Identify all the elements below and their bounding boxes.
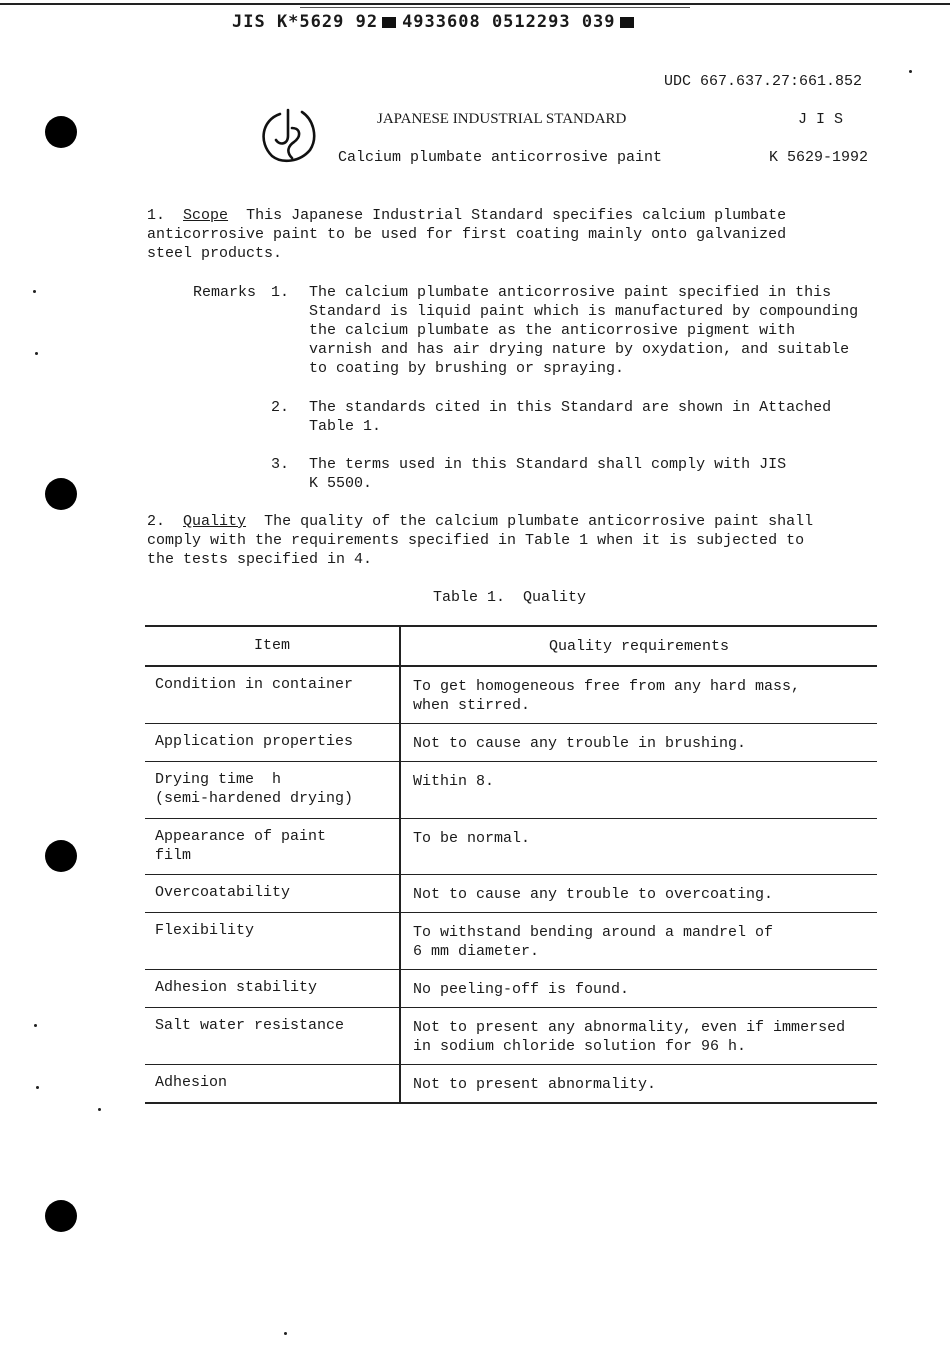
udc-number: UDC 667.637.27:661.852 bbox=[664, 73, 863, 90]
table-caption: Table 1. Quality bbox=[433, 589, 587, 606]
item-cell: Overcoatability bbox=[145, 875, 400, 913]
remark-line: K 5500. bbox=[309, 475, 373, 492]
section2-line: comply with the requirements specified in Table 1 when it is subjected to bbox=[147, 532, 805, 549]
table-header-row bbox=[145, 626, 877, 666]
column-header-item: Item bbox=[145, 626, 400, 666]
remark-line: The standards cited in this Standard are shown in Attached bbox=[309, 399, 832, 416]
punch-hole bbox=[45, 116, 77, 148]
remark-number: 2. bbox=[271, 399, 290, 416]
requirement-cell: To get homogeneous free from any hard mass, when stirred. bbox=[413, 678, 801, 714]
item-cell: Appearance of paint film bbox=[145, 819, 400, 875]
item-cell: Condition in container bbox=[145, 666, 400, 724]
punch-hole bbox=[45, 1200, 77, 1232]
table-row bbox=[145, 913, 877, 970]
item-cell: Drying time h (semi-hardened drying) bbox=[145, 762, 400, 819]
punch-hole bbox=[45, 478, 77, 510]
requirement-cell: Not to present abnormality. bbox=[413, 1076, 657, 1093]
section2-line: the tests specified in 4. bbox=[147, 551, 373, 568]
header-code-part2: 4933608 0512293 039 bbox=[402, 12, 616, 32]
section1-line: steel products. bbox=[147, 245, 283, 262]
table-row bbox=[145, 1065, 877, 1104]
requirement-cell: To withstand bending around a mandrel of 6 mm diameter. bbox=[413, 924, 774, 960]
requirement-cell: To be normal. bbox=[413, 830, 531, 847]
remark-line: the calcium plumbate as the anticorrosive pigment with bbox=[309, 322, 796, 339]
scan-speck bbox=[98, 1108, 101, 1111]
remark-line: to coating by brushing or spraying. bbox=[309, 360, 625, 377]
black-block-icon bbox=[382, 17, 396, 28]
standard-number: K 5629-1992 bbox=[769, 149, 869, 166]
requirement-cell: Within 8. bbox=[413, 773, 495, 790]
section1-line: This Japanese Industrial Standard specifies calcium plumbate bbox=[246, 207, 787, 224]
scan-speck bbox=[35, 352, 38, 355]
scan-speck bbox=[284, 1332, 287, 1335]
quality-table bbox=[145, 625, 877, 1104]
table-row bbox=[145, 762, 877, 819]
jis-label: J I S bbox=[798, 111, 844, 128]
table-row bbox=[145, 819, 877, 875]
requirement-cell: Not to cause any trouble to overcoating. bbox=[413, 886, 774, 903]
jis-mark-icon bbox=[258, 106, 318, 166]
remark-number: 3. bbox=[271, 456, 290, 473]
section1-number: 1. bbox=[147, 207, 166, 224]
item-cell: Salt water resistance bbox=[145, 1008, 400, 1065]
table-row bbox=[145, 970, 877, 1008]
document-barcode-header bbox=[232, 13, 640, 32]
remark-line: The calcium plumbate anticorrosive paint specified in this bbox=[309, 284, 832, 301]
remark-line: Standard is liquid paint which is manufactured by compounding bbox=[309, 303, 859, 320]
top-border-line-secondary bbox=[300, 7, 690, 8]
table-row bbox=[145, 875, 877, 913]
table-row bbox=[145, 724, 877, 762]
requirement-cell: No peeling-off is found. bbox=[413, 981, 630, 998]
item-cell: Application properties bbox=[145, 724, 400, 762]
item-cell: Flexibility bbox=[145, 913, 400, 970]
scan-speck bbox=[909, 70, 912, 73]
section2-line: The quality of the calcium plumbate anticorrosive paint shall bbox=[264, 513, 814, 530]
remark-line: varnish and has air drying nature by oxydation, and suitable bbox=[309, 341, 850, 358]
remark-number: 1. bbox=[271, 284, 290, 301]
remark-line: Table 1. bbox=[309, 418, 382, 435]
section2-number: 2. bbox=[147, 513, 166, 530]
item-cell: Adhesion bbox=[145, 1065, 400, 1104]
table-row bbox=[145, 1008, 877, 1065]
section2-heading: Quality bbox=[183, 513, 247, 530]
scan-speck bbox=[36, 1086, 39, 1089]
standard-org: JAPANESE INDUSTRIAL STANDARD bbox=[377, 111, 627, 127]
requirement-cell: Not to cause any trouble in brushing. bbox=[413, 735, 747, 752]
scan-speck bbox=[33, 290, 36, 293]
scan-speck bbox=[34, 1024, 37, 1027]
section1 bbox=[147, 206, 786, 225]
section1-line: anticorrosive paint to be used for first coating mainly onto galvanized bbox=[147, 226, 787, 243]
standard-title: Calcium plumbate anticorrosive paint bbox=[338, 149, 663, 166]
remark-line: The terms used in this Standard shall comply with JIS bbox=[309, 456, 787, 473]
header-code-part1: JIS K*5629 92 bbox=[232, 12, 379, 32]
section1-heading: Scope bbox=[183, 207, 229, 224]
black-block-icon bbox=[620, 17, 634, 28]
item-cell: Adhesion stability bbox=[145, 970, 400, 1008]
remarks-label: Remarks bbox=[193, 284, 257, 301]
punch-hole bbox=[45, 840, 77, 872]
column-header-requirements: Quality requirements bbox=[548, 638, 730, 655]
section2 bbox=[147, 512, 813, 531]
top-border-line bbox=[0, 3, 950, 5]
table-row bbox=[145, 666, 877, 724]
requirement-cell: Not to present any abnormality, even if immersed in sodium chloride solution for 96 h. bbox=[413, 1019, 846, 1055]
